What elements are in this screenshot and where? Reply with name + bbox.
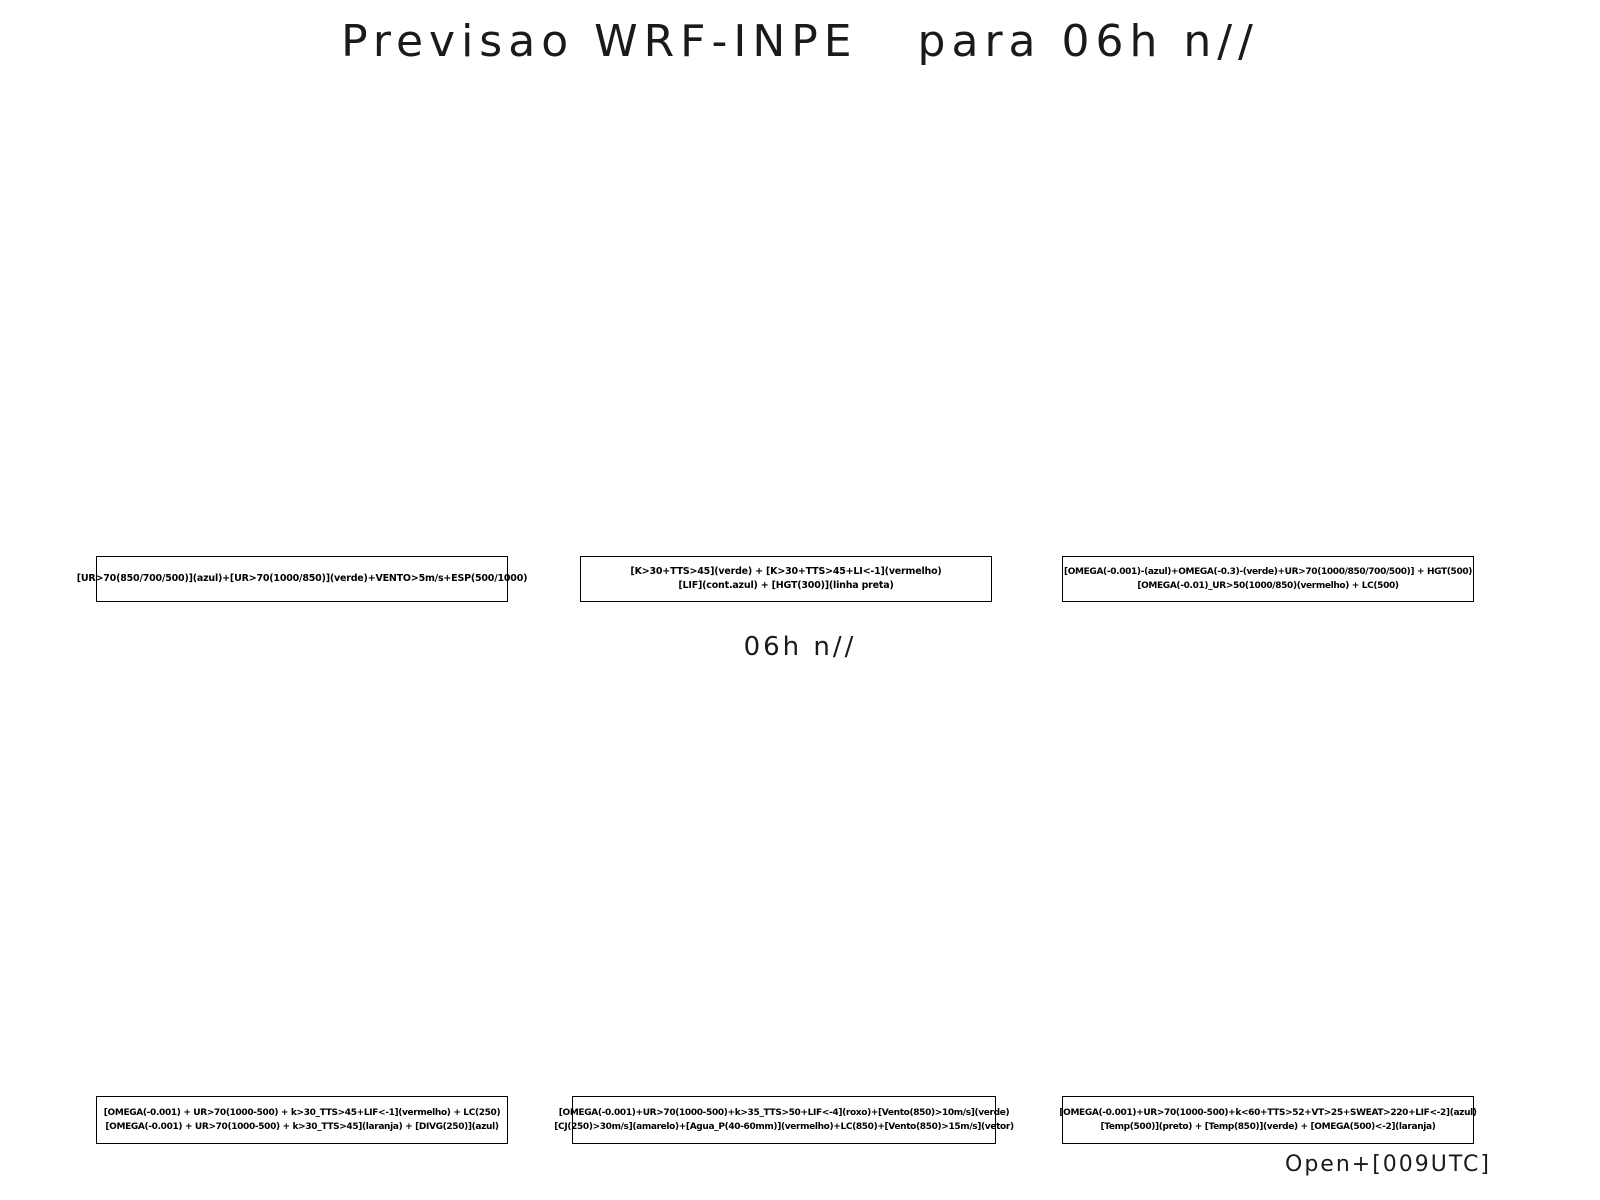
- legend-bottom-center: [554, 1096, 1014, 1144]
- legend-line: [UR>70(850/700/500)](azul)+[UR>70(1000/850)](verde)+VENTO>5m/s+ESP(500/1000): [76, 573, 528, 584]
- legend-line: [LIF](cont.azul) + [HGT(300)](linha preta): [678, 580, 894, 591]
- map-panel-bottom-center: [572, 690, 996, 1090]
- legend-bottom-right: [1059, 1096, 1477, 1144]
- page-title: Previsao WRF-INPE para 06h n//: [341, 16, 1259, 67]
- legend-line: [OMEGA(-0.001)-(azul)+OMEGA(-0.3)-(verde)+UR>70(1000/850/700/500)] + HGT(500): [1063, 567, 1473, 577]
- legend-line: [OMEGA(-0.001)+UR>70(1000-500)+k<60+TTS>52+VT>25+SWEAT>220+LIF<-2](azul): [1059, 1108, 1477, 1118]
- legend-top-left: [76, 556, 528, 602]
- map-panel-top-right: [1062, 100, 1474, 550]
- legend-line: [OMEGA(-0.001) + UR>70(1000-500) + k>30_TTS>45](laranja) + [DIVG(250)](azul): [105, 1122, 499, 1132]
- map-panel-top-left: [96, 100, 508, 550]
- legend-top-right: [1062, 556, 1474, 602]
- map-panel-bottom-right: [1062, 690, 1474, 1090]
- legend-line: [K>30+TTS>45](verde) + [K>30+TTS>45+LI<-1](vermelho): [630, 566, 942, 577]
- section-subtitle: 06h n//: [743, 632, 857, 662]
- map-panel-bottom-left: [96, 690, 508, 1090]
- map-panel-top-center: [580, 100, 992, 550]
- legend-top-center: [580, 556, 992, 602]
- legend-line: [OMEGA(-0.01)_UR>50(1000/850)(vermelho) + LC(500): [1137, 581, 1399, 591]
- legend-bottom-left: [96, 1096, 508, 1144]
- legend-line: [CJ(250)>30m/s](amarelo)+[Agua_P(40-60mm)](vermelho)+LC(850)+[Vento(850)>15m/s](vetor): [554, 1122, 1014, 1132]
- footer-stamp: Open+[009UTC]: [1285, 1152, 1491, 1177]
- legend-line: [Temp(500)](preto) + [Temp(850)](verde) + [OMEGA(500)<-2](laranja): [1100, 1122, 1436, 1132]
- legend-line: [OMEGA(-0.001) + UR>70(1000-500) + k>30_TTS>45+LIF<-1](vermelho) + LC(250): [103, 1108, 501, 1118]
- legend-line: [OMEGA(-0.001)+UR>70(1000-500)+k>35_TTS>50+LIF<-4](roxo)+[Vento(850)>10m/s](verde): [558, 1108, 1010, 1118]
